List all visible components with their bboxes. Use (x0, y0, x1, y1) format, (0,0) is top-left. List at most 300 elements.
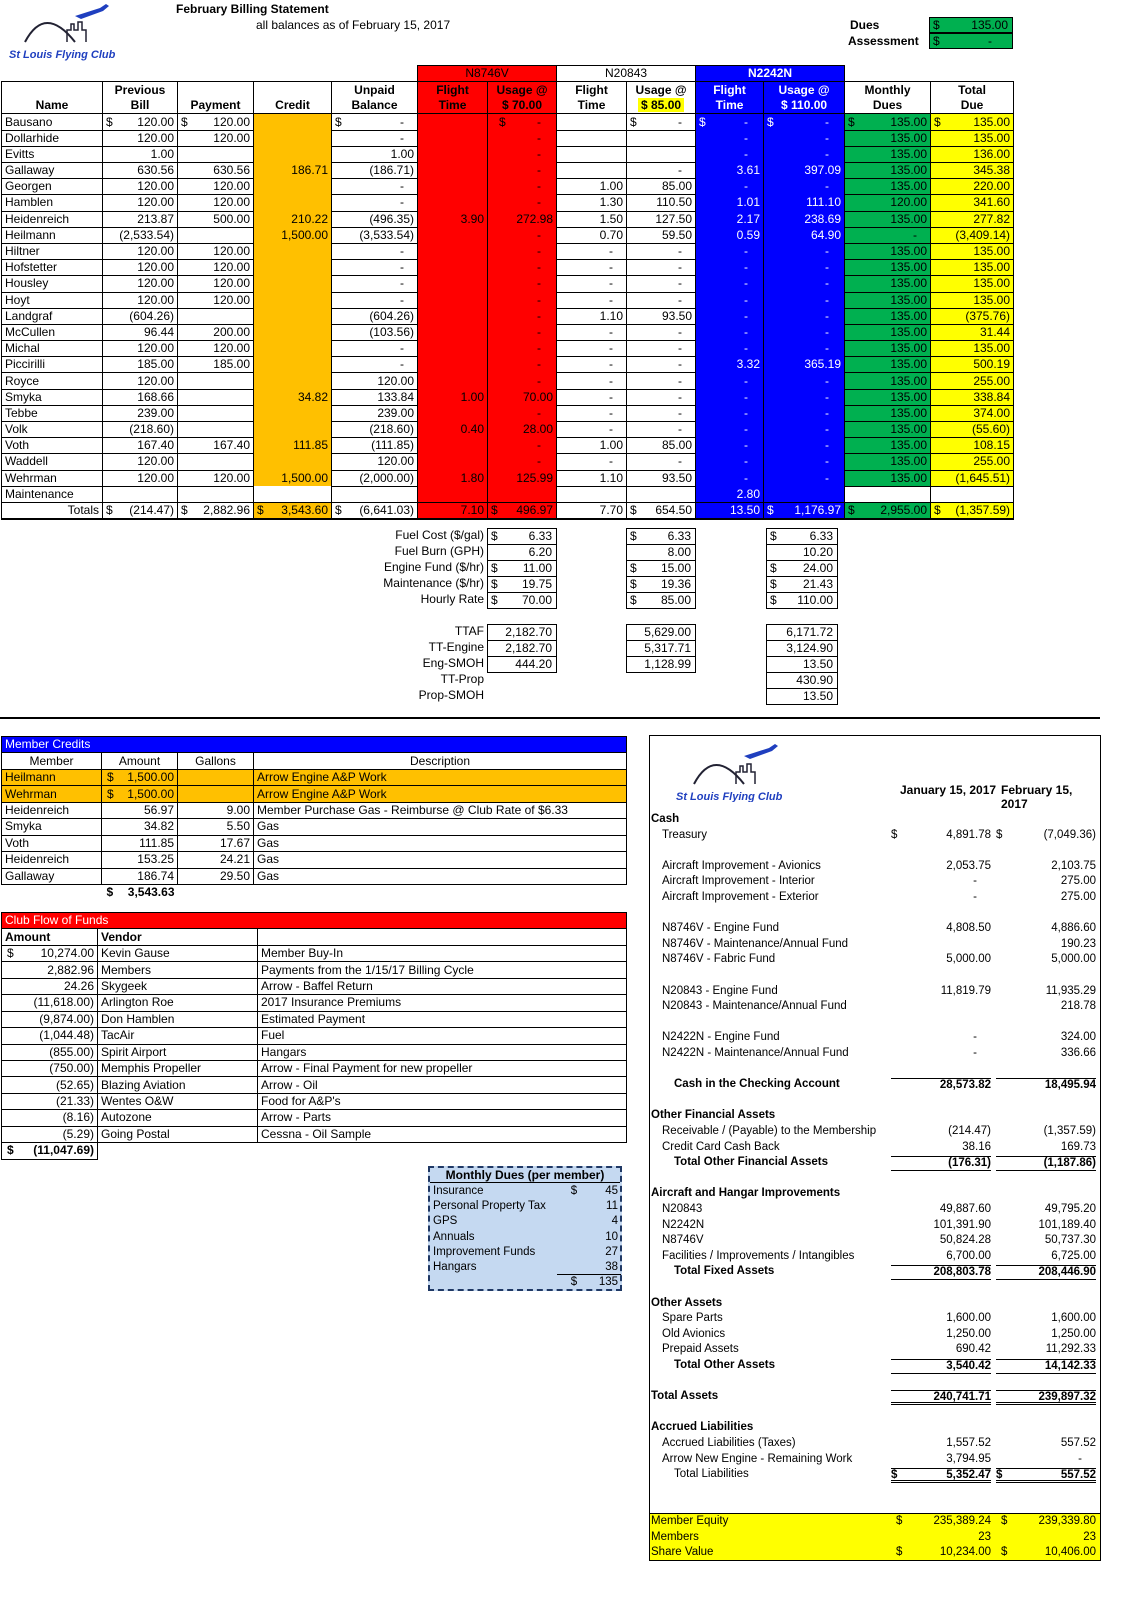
totals-cell: 7.70 (557, 502, 627, 519)
member-cell: (1,645.51) (931, 470, 1014, 486)
bs-value-jan: 38.16 (962, 1140, 991, 1153)
balance-sheet (649, 735, 1101, 1561)
totals-cell: $ 2,882.96 (178, 502, 254, 519)
totals-cell: $ 2,955.00 (845, 502, 931, 519)
rate-value: 8.00 (626, 544, 696, 561)
member-cell: 120.00 (178, 292, 254, 308)
member-cell (418, 276, 488, 292)
member-cell: 135.00 (845, 357, 931, 373)
maintenance-cell (557, 486, 627, 502)
monthly-dues-box (428, 1166, 622, 1291)
flow-cell: Wentes O&W (98, 1093, 258, 1109)
member-cell: 120.00 (103, 454, 178, 470)
col-flight-time-1: Flight Time (418, 82, 488, 114)
bs-value-feb: 275.00 (1060, 875, 1096, 888)
credit-cell: 29.50 (178, 868, 254, 884)
member-row (2, 227, 1014, 243)
flow-cell: Cessna - Oil Sample (258, 1126, 627, 1142)
flow-cell: Member Buy-In (258, 945, 627, 961)
bs-value-feb: 18,495.94 (996, 1078, 1096, 1093)
member-cell: 135.00 (845, 130, 931, 146)
time-value: 3,124.90 (766, 640, 838, 657)
bs-label: N2422N - Engine Fund (662, 1031, 780, 1044)
flow-cell: Arrow - Oil (258, 1077, 627, 1093)
totals-cell: 13.50 (696, 502, 764, 519)
equity-value-feb: 23 (1083, 1530, 1096, 1543)
member-cell: 167.40 (103, 438, 178, 454)
member-cell: - (332, 130, 418, 146)
time-label: Eng-SMOH (422, 656, 484, 670)
flow-row (2, 1028, 627, 1044)
flow-cell: (855.00) (2, 1044, 98, 1060)
member-cell: - (488, 260, 557, 276)
member-cell: (186.71) (332, 163, 418, 179)
member-cell: 341.60 (931, 195, 1014, 211)
dues-label: Dues (850, 18, 880, 32)
member-cell: $ 120.00 (103, 114, 178, 130)
time-value: 2,182.70 (487, 624, 557, 641)
flow-cell: Going Postal (98, 1126, 258, 1142)
member-cell (178, 405, 254, 421)
member-cell: (375.76) (931, 308, 1014, 324)
member-name: Evitts (2, 146, 103, 162)
member-cell: - (696, 130, 764, 146)
bs-value-jan: 208,803.78 (891, 1265, 991, 1280)
member-row (2, 130, 1014, 146)
flow-cell: Skygeek (98, 978, 258, 994)
member-cell (418, 405, 488, 421)
member-cell (254, 454, 332, 470)
member-cell: - (764, 341, 845, 357)
member-cell: 133.84 (332, 389, 418, 405)
bs-value-jan: 50,824.28 (939, 1234, 991, 1247)
member-cell: - (488, 195, 557, 211)
bs-value-jan: 690.42 (955, 1343, 991, 1356)
credits-total-row (2, 884, 627, 900)
maintenance-cell (418, 486, 488, 502)
maintenance-row (2, 486, 1014, 502)
member-cell: - (696, 454, 764, 470)
member-row (2, 373, 1014, 389)
billing-table (1, 65, 1014, 520)
member-cell: 1.10 (557, 470, 627, 486)
equity-value-jan: $ 235,389.24 (896, 1515, 991, 1527)
bs-label: N2422N - Maintenance/Annual Fund (662, 1047, 849, 1059)
member-cell: 120.00 (103, 373, 178, 389)
member-cell: 135.00 (845, 405, 931, 421)
member-cell: 108.15 (931, 438, 1014, 454)
dues-item: Improvement Funds (433, 1245, 536, 1258)
member-cell: 630.56 (178, 163, 254, 179)
totals-row (2, 502, 1014, 519)
member-cell (254, 195, 332, 211)
rate-value: $ 19.75 (487, 576, 557, 593)
bs-label: Facilities / Improvements / Intangibles (662, 1249, 855, 1262)
member-row (2, 260, 1014, 276)
member-name: Piccirilli (2, 357, 103, 373)
bs-label: N8746V - Engine Fund (662, 922, 779, 935)
credit-cell (178, 769, 254, 785)
member-cell: - (488, 324, 557, 340)
member-cell: 120.00 (103, 260, 178, 276)
member-cell: - (332, 179, 418, 195)
credit-cell: Heidenreich (2, 852, 102, 868)
bs-value-jan: 1,557.52 (946, 1437, 991, 1449)
member-cell: - (557, 389, 627, 405)
bs-label: N8746V (662, 1234, 704, 1247)
rate-label: Fuel Burn (GPH) (394, 544, 484, 558)
aircraft-header-n2242n: N2242N (696, 66, 845, 82)
col-usage-3: Usage @ $ 110.00 (764, 82, 845, 114)
member-cell: 167.40 (178, 438, 254, 454)
credit-cell: 9.00 (178, 802, 254, 818)
totals-cell: $ (214.47) (103, 502, 178, 519)
rate-label: Engine Fund ($/hr) (383, 560, 484, 574)
dues-total-row (431, 1275, 621, 1289)
member-cell: 135.00 (845, 146, 931, 162)
member-cell: 120.00 (103, 179, 178, 195)
member-row (2, 308, 1014, 324)
club-logo (5, 2, 125, 62)
dues-currency (557, 1244, 591, 1259)
credit-cell: Gas (254, 819, 627, 835)
member-cell: - (696, 179, 764, 195)
member-cell: - (488, 243, 557, 259)
flow-row (2, 978, 627, 994)
balance-col2-header: February 15, 2017 (1001, 783, 1073, 811)
member-cell: - (627, 405, 696, 421)
credit-row (2, 852, 627, 868)
member-cell: - (845, 227, 931, 243)
bs-value-jan: (214.47) (948, 1125, 991, 1137)
member-row (2, 243, 1014, 259)
equity-value-feb: $ 239,339.80 (1001, 1515, 1096, 1527)
member-cell: - (488, 292, 557, 308)
aircraft-rates-panel (360, 528, 850, 708)
member-cell: - (332, 195, 418, 211)
member-cell: $ 120.00 (178, 114, 254, 130)
credit-cell: Heidenreich (2, 802, 102, 818)
rate-value: $ 15.00 (626, 560, 696, 577)
member-cell: 135.00 (845, 179, 931, 195)
time-label: Prop-SMOH (418, 688, 484, 702)
member-cell: 135.00 (931, 276, 1014, 292)
flow-row (2, 1110, 627, 1126)
member-name: Hamblen (2, 195, 103, 211)
member-cell: - (627, 163, 696, 179)
credits-col-amount: Amount (102, 753, 178, 769)
credit-cell: 111.85 (102, 835, 178, 851)
member-cell: - (488, 276, 557, 292)
dues-item: Personal Property Tax (433, 1199, 546, 1212)
member-cell: 213.87 (103, 211, 178, 227)
member-cell: $ - (627, 114, 696, 130)
bs-value-feb: (1,357.59) (1043, 1125, 1096, 1137)
member-cell: 135.00 (845, 422, 931, 438)
member-cell: - (488, 341, 557, 357)
member-cell: - (764, 276, 845, 292)
member-cell: - (488, 227, 557, 243)
bs-label: Total Assets (651, 1390, 719, 1403)
col-flight-time-3: Flight Time (696, 82, 764, 114)
member-cell: (3,533.54) (332, 227, 418, 243)
member-cell: 239.00 (332, 405, 418, 421)
member-row (2, 163, 1014, 179)
flow-cell: (52.65) (2, 1077, 98, 1093)
time-label: TT-Prop (440, 672, 484, 686)
maintenance-cell (845, 486, 931, 502)
bs-label: N8746V - Fabric Fund (662, 953, 776, 966)
flow-cell: 2017 Insurance Premiums (258, 995, 627, 1011)
bs-label: Arrow New Engine - Remaining Work (662, 1452, 853, 1465)
member-cell: - (557, 357, 627, 373)
credit-cell: Gallaway (2, 868, 102, 884)
member-cell (254, 179, 332, 195)
member-cell: - (557, 405, 627, 421)
bs-value-jan: - (973, 891, 977, 903)
member-cell: 135.00 (845, 389, 931, 405)
bs-value-feb: 169.73 (1060, 1140, 1096, 1153)
col-flight-time-2: Flight Time (557, 82, 627, 114)
member-cell (178, 373, 254, 389)
bs-value-jan: - (973, 875, 977, 888)
member-cell: - (696, 146, 764, 162)
bs-value-feb: 239,897.32 (996, 1390, 1096, 1405)
member-cell: $ 135.00 (845, 114, 931, 130)
member-cell (254, 130, 332, 146)
member-name: Voth (2, 438, 103, 454)
member-cell: 120.00 (332, 454, 418, 470)
member-cell: - (557, 454, 627, 470)
monthly-dues-title: Monthly Dues (per member) (430, 1168, 620, 1183)
dues-row (431, 1244, 621, 1259)
member-cell: 127.50 (627, 211, 696, 227)
flow-col-vendor: Vendor (98, 929, 258, 945)
flow-cell: Kevin Gause (98, 945, 258, 961)
member-cell: 135.00 (845, 260, 931, 276)
member-row (2, 470, 1014, 486)
member-cell: - (764, 308, 845, 324)
member-cell: - (332, 243, 418, 259)
bs-value-feb: 5,000.00 (1051, 953, 1096, 966)
member-cell: - (488, 308, 557, 324)
member-cell (254, 114, 332, 130)
member-cell: 64.90 (764, 227, 845, 243)
bs-value-jan: (176.31) (891, 1156, 991, 1171)
section-divider (0, 717, 1100, 719)
bs-value-feb: 50,737.30 (1044, 1234, 1096, 1247)
rate-value: $ 11.00 (487, 560, 557, 577)
member-cell: (111.85) (332, 438, 418, 454)
time-value: 444.20 (487, 656, 557, 673)
dues-currency: $ (570, 1184, 578, 1197)
member-row (2, 146, 1014, 162)
member-cell: (55.60) (931, 422, 1014, 438)
flow-row (2, 1044, 627, 1060)
member-cell (178, 227, 254, 243)
flow-cell: Memphis Propeller (98, 1060, 258, 1076)
member-cell: - (764, 292, 845, 308)
time-value: 2,182.70 (487, 640, 557, 657)
credit-row (2, 835, 627, 851)
member-cell: 338.84 (931, 389, 1014, 405)
member-row (2, 405, 1014, 421)
flow-row (2, 1060, 627, 1076)
member-name: Volk (2, 422, 103, 438)
totals-cell: $ 496.97 (488, 502, 557, 519)
flow-total-row (2, 1143, 627, 1159)
bs-label: Cash in the Checking Account (674, 1078, 840, 1091)
member-name: Hofstetter (2, 260, 103, 276)
member-cell: - (696, 341, 764, 357)
member-cell: - (696, 292, 764, 308)
member-cell: 120.00 (178, 195, 254, 211)
rate-value: $ 19.36 (626, 576, 696, 593)
member-cell: 0.59 (696, 227, 764, 243)
member-cell: 1.50 (557, 211, 627, 227)
member-cell: 93.50 (627, 308, 696, 324)
member-cell: 120.00 (178, 276, 254, 292)
bs-section-heading: Aircraft and Hangar Improvements (651, 1187, 841, 1200)
member-cell: 185.00 (103, 357, 178, 373)
member-cell (418, 130, 488, 146)
member-cell (418, 195, 488, 211)
member-cell: - (696, 438, 764, 454)
member-cell: 1.00 (103, 146, 178, 162)
bs-value-feb: 1,250.00 (1051, 1327, 1096, 1340)
member-cell: 1.80 (418, 470, 488, 486)
member-cell: - (696, 324, 764, 340)
assessment-value: $ - (929, 33, 1013, 49)
member-name: Wehrman (2, 470, 103, 486)
equity-label: Members (651, 1530, 699, 1543)
member-cell: 120.00 (103, 276, 178, 292)
bs-value-jan: - (973, 1031, 977, 1044)
rate-value: $ 85.00 (626, 592, 696, 609)
bs-value-feb: 190.23 (1060, 937, 1096, 950)
bs-label: Aircraft Improvement - Avionics (662, 859, 821, 872)
member-row (2, 179, 1014, 195)
maintenance-cell (254, 486, 332, 502)
bs-value-jan: 1,250.00 (946, 1327, 991, 1340)
flow-cell: Arrow - Baffel Return (258, 978, 627, 994)
flow-cell: Estimated Payment (258, 1011, 627, 1027)
member-cell (254, 373, 332, 389)
flow-row (2, 1126, 627, 1142)
bs-value-jan (891, 1000, 991, 1015)
member-cell: - (627, 422, 696, 438)
equity-value-feb: $ 10,406.00 (1001, 1546, 1096, 1558)
assessment-label: Assessment (848, 34, 919, 48)
flow-cell: Autozone (98, 1110, 258, 1126)
member-cell: $ - (332, 114, 418, 130)
member-cell: - (696, 470, 764, 486)
member-cell (254, 292, 332, 308)
aircraft-header-n8746v: N8746V (418, 66, 557, 82)
rate-value: $ 6.33 (626, 528, 696, 545)
totals-cell: 7.10 (418, 502, 488, 519)
bs-value-jan: $ 4,891.78 (891, 828, 991, 841)
col-name: Name (2, 82, 103, 114)
member-cell (254, 243, 332, 259)
member-row (2, 114, 1014, 130)
member-cell (418, 292, 488, 308)
dues-amount: 45 (605, 1184, 618, 1197)
dues-value: $ 135.00 (929, 17, 1013, 33)
maintenance-cell (764, 486, 845, 502)
credits-total: $ 3,543.63 (106, 885, 175, 900)
maintenance-cell (931, 486, 1014, 502)
member-cell (418, 438, 488, 454)
dues-currency (557, 1198, 591, 1213)
member-cell: 365.19 (764, 357, 845, 373)
bs-label: Old Avionics (662, 1327, 726, 1340)
member-cell (254, 260, 332, 276)
member-cell: - (557, 260, 627, 276)
member-cell: 3.61 (696, 163, 764, 179)
member-cell: (218.60) (332, 422, 418, 438)
member-cell: 345.38 (931, 163, 1014, 179)
credit-cell: Wehrman (2, 786, 102, 802)
member-cell: 125.99 (488, 470, 557, 486)
member-name: Michal (2, 341, 103, 357)
bs-value-jan: $ 5,352.47 (891, 1469, 991, 1482)
rate-value: 6.20 (487, 544, 557, 561)
member-name: Hiltner (2, 243, 103, 259)
member-cell: 0.40 (418, 422, 488, 438)
member-cell: - (696, 389, 764, 405)
member-cell (418, 114, 488, 130)
member-cell: 120.00 (103, 195, 178, 211)
member-cell (418, 324, 488, 340)
member-cell: 168.66 (103, 389, 178, 405)
member-cell: 59.50 (627, 227, 696, 243)
member-cell: 238.69 (764, 211, 845, 227)
flow-cell: Hangars (258, 1044, 627, 1060)
member-cell (254, 324, 332, 340)
bs-label: Treasury (662, 828, 707, 841)
member-cell: - (764, 179, 845, 195)
member-cell (418, 179, 488, 195)
member-cell: 120.00 (103, 470, 178, 486)
bs-value-feb: 49,795.20 (1044, 1203, 1096, 1215)
member-cell: 1.01 (696, 195, 764, 211)
member-cell: - (332, 357, 418, 373)
flow-total: $ (11,047.69) (2, 1143, 98, 1159)
member-cell: 135.00 (845, 292, 931, 308)
dues-row (431, 1183, 621, 1198)
bs-value-feb: 11,935.29 (1045, 984, 1096, 997)
flow-of-funds-table (1, 912, 627, 1160)
bs-value-feb: 2,103.75 (1051, 859, 1096, 872)
member-cell: (218.60) (103, 422, 178, 438)
member-cell: - (627, 389, 696, 405)
member-cell: $ - (488, 114, 557, 130)
flow-of-funds-title: Club Flow of Funds (2, 913, 627, 929)
member-cell: 374.00 (931, 405, 1014, 421)
maintenance-cell: 2.80 (696, 486, 764, 502)
member-cell: - (764, 389, 845, 405)
bs-label: Total Fixed Assets (674, 1265, 775, 1278)
dues-total-currency: $ (557, 1275, 591, 1289)
member-cell: - (764, 470, 845, 486)
bs-value-jan: 28,573.82 (891, 1078, 991, 1093)
member-cell: $ - (696, 114, 764, 130)
member-cell (418, 243, 488, 259)
rate-value: 10.20 (766, 544, 838, 561)
member-cell: 135.00 (845, 454, 931, 470)
bs-value-feb: (1,187.86) (996, 1156, 1096, 1171)
